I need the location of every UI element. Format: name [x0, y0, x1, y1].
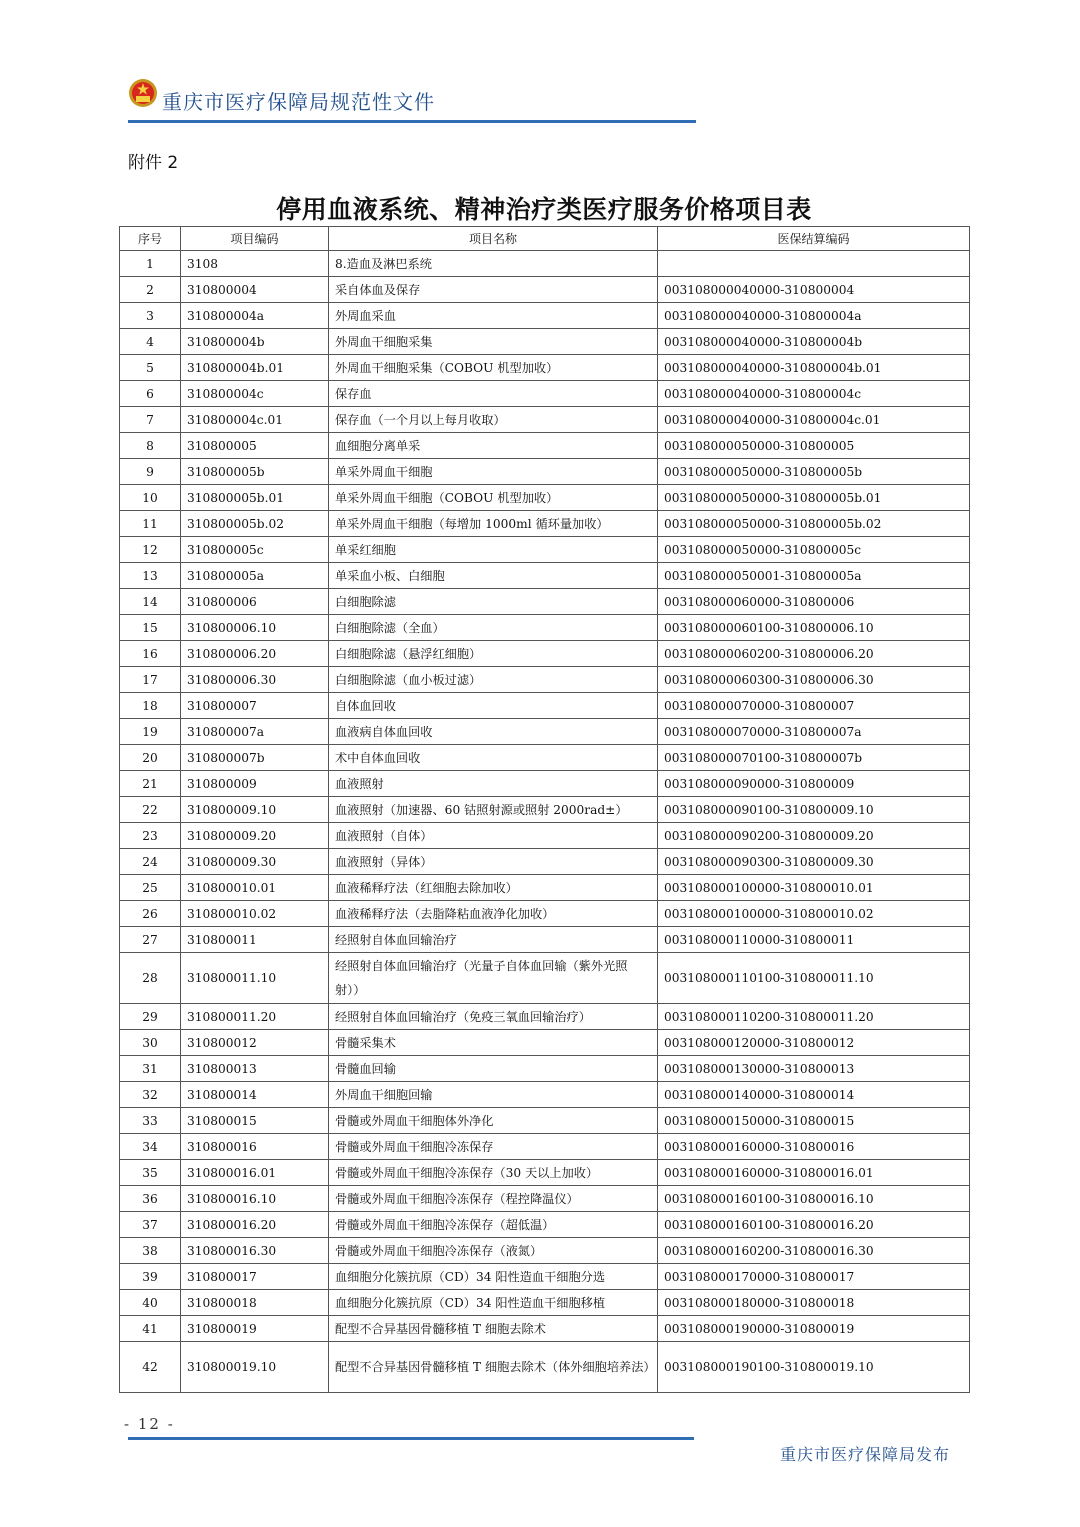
table-row: [120, 875, 970, 901]
table-row: [120, 823, 970, 849]
table-row: [120, 1134, 970, 1160]
cell-settlement-code: 003108000040000-310800004c.01: [658, 407, 970, 433]
cell-code: 310800005: [181, 433, 329, 459]
cell-code: 310800006.30: [181, 667, 329, 693]
table-row: [120, 745, 970, 771]
cell-code: 310800016.10: [181, 1186, 329, 1212]
table-row: [120, 1342, 970, 1393]
cell-name: 保存血（一个月以上每月收取）: [329, 407, 658, 433]
cell-settlement-code: 003108000050000-310800005b: [658, 459, 970, 485]
cell-settlement-code: 003108000040000-310800004a: [658, 303, 970, 329]
cell-name: 配型不合异基因骨髓移植 T 细胞去除术: [329, 1316, 658, 1342]
cell-name: 单采红细胞: [329, 537, 658, 563]
cell-code: 310800019.10: [181, 1342, 329, 1393]
cell-name: 血细胞分化簇抗原（CD）34 阳性造血干细胞分选: [329, 1264, 658, 1290]
cell-seq: 25: [120, 875, 181, 901]
cell-settlement-code: 003108000190000-310800019: [658, 1316, 970, 1342]
cell-settlement-code: 003108000070000-310800007a: [658, 719, 970, 745]
cell-code: 310800006.20: [181, 641, 329, 667]
cell-name: 骨髓或外周血干细胞冷冻保存: [329, 1134, 658, 1160]
price-table: [119, 226, 970, 1393]
table-row: [120, 589, 970, 615]
cell-seq: 5: [120, 355, 181, 381]
table-row: [120, 459, 970, 485]
cell-seq: 32: [120, 1082, 181, 1108]
table-row: [120, 1238, 970, 1264]
cell-code: 310800004a: [181, 303, 329, 329]
cell-settlement-code: 003108000040000-310800004c: [658, 381, 970, 407]
cell-code: 310800007a: [181, 719, 329, 745]
cell-name: 骨髓采集术: [329, 1030, 658, 1056]
publisher-label: 重庆市医疗保障局发布: [780, 1445, 951, 1464]
cell-seq: 8: [120, 433, 181, 459]
cell-settlement-code: 003108000090200-310800009.20: [658, 823, 970, 849]
attachment-label: 附件 2: [128, 153, 179, 173]
cell-name: 血液稀释疗法（去脂降粘血液净化加收）: [329, 901, 658, 927]
cell-code: 310800019: [181, 1316, 329, 1342]
cell-name: 骨髓或外周血干细胞冷冻保存（液氮）: [329, 1238, 658, 1264]
cell-code: 310800005c: [181, 537, 329, 563]
cell-code: 3108: [181, 251, 329, 277]
cell-code: 310800009.30: [181, 849, 329, 875]
cell-name: 保存血: [329, 381, 658, 407]
cell-seq: 11: [120, 511, 181, 537]
cell-seq: 17: [120, 667, 181, 693]
table-row: [120, 251, 970, 277]
cell-code: 310800004b: [181, 329, 329, 355]
cell-settlement-code: 003108000060000-310800006: [658, 589, 970, 615]
cell-code: 310800004c.01: [181, 407, 329, 433]
column-header-name: 项目名称: [329, 227, 658, 251]
table-row: [120, 485, 970, 511]
table-row: [120, 537, 970, 563]
cell-seq: 24: [120, 849, 181, 875]
cell-seq: 14: [120, 589, 181, 615]
cell-name: 血液稀释疗法（红细胞去除加收）: [329, 875, 658, 901]
cell-settlement-code: 003108000050000-310800005c: [658, 537, 970, 563]
cell-code: 310800009.10: [181, 797, 329, 823]
cell-seq: 1: [120, 251, 181, 277]
cell-name: 配型不合异基因骨髓移植 T 细胞去除术（体外细胞培养法）: [329, 1342, 658, 1393]
cell-code: 310800016.20: [181, 1212, 329, 1238]
table-row: [120, 1264, 970, 1290]
cell-name: 血液病自体血回收: [329, 719, 658, 745]
cell-seq: 34: [120, 1134, 181, 1160]
cell-seq: 19: [120, 719, 181, 745]
table-row: [120, 1056, 970, 1082]
table-row: [120, 563, 970, 589]
cell-seq: 35: [120, 1160, 181, 1186]
cell-code: 310800016: [181, 1134, 329, 1160]
cell-code: 310800004b.01: [181, 355, 329, 381]
cell-name: 外周血干细胞采集: [329, 329, 658, 355]
table-header-row: [120, 227, 970, 251]
header-title: 重庆市医疗保障局规范性文件: [162, 90, 435, 114]
cell-code: 310800010.01: [181, 875, 329, 901]
cell-code: 310800016.30: [181, 1238, 329, 1264]
cell-code: 310800005b.02: [181, 511, 329, 537]
cell-seq: 23: [120, 823, 181, 849]
document-header: [128, 76, 698, 126]
cell-seq: 13: [120, 563, 181, 589]
cell-name: 血细胞分化簇抗原（CD）34 阳性造血干细胞移植: [329, 1290, 658, 1316]
cell-code: 310800005a: [181, 563, 329, 589]
cell-name: 经照射自体血回输治疗: [329, 927, 658, 953]
cell-code: 310800015: [181, 1108, 329, 1134]
column-header-seq: 序号: [120, 227, 181, 251]
cell-name: 骨髓或外周血干细胞冷冻保存（超低温）: [329, 1212, 658, 1238]
cell-name: 血液照射（异体）: [329, 849, 658, 875]
cell-name: 血液照射（自体）: [329, 823, 658, 849]
cell-seq: 10: [120, 485, 181, 511]
table-row: [120, 1290, 970, 1316]
table-row: [120, 667, 970, 693]
cell-settlement-code: 003108000160000-310800016: [658, 1134, 970, 1160]
cell-name: 经照射自体血回输治疗（免疫三氧血回输治疗）: [329, 1004, 658, 1030]
table-row: [120, 1004, 970, 1030]
cell-seq: 21: [120, 771, 181, 797]
cell-name: 外周血采血: [329, 303, 658, 329]
cell-name: 白细胞除滤: [329, 589, 658, 615]
cell-settlement-code: 003108000110100-310800011.10: [658, 953, 970, 1004]
cell-settlement-code: 003108000110200-310800011.20: [658, 1004, 970, 1030]
cell-code: 310800007b: [181, 745, 329, 771]
cell-settlement-code: 003108000170000-310800017: [658, 1264, 970, 1290]
page-number: - 12 -: [124, 1415, 175, 1433]
cell-seq: 39: [120, 1264, 181, 1290]
cell-settlement-code: 003108000070000-310800007: [658, 693, 970, 719]
cell-settlement-code: 003108000090100-310800009.10: [658, 797, 970, 823]
cell-code: 310800016.01: [181, 1160, 329, 1186]
table-row: [120, 1108, 970, 1134]
cell-seq: 31: [120, 1056, 181, 1082]
cell-code: 310800006.10: [181, 615, 329, 641]
cell-settlement-code: 003108000050000-310800005: [658, 433, 970, 459]
cell-settlement-code: 003108000060100-310800006.10: [658, 615, 970, 641]
table-row: [120, 407, 970, 433]
cell-settlement-code: 003108000140000-310800014: [658, 1082, 970, 1108]
table-row: [120, 303, 970, 329]
cell-seq: 16: [120, 641, 181, 667]
cell-seq: 28: [120, 953, 181, 1004]
cell-settlement-code: 003108000050000-310800005b.02: [658, 511, 970, 537]
cell-name: 白细胞除滤（悬浮红细胞）: [329, 641, 658, 667]
cell-name: 外周血干细胞回输: [329, 1082, 658, 1108]
cell-settlement-code: 003108000160000-310800016.01: [658, 1160, 970, 1186]
table-row: [120, 1160, 970, 1186]
cell-name: 血细胞分离单采: [329, 433, 658, 459]
cell-settlement-code: [658, 251, 970, 277]
cell-seq: 15: [120, 615, 181, 641]
table-row: [120, 355, 970, 381]
column-header-code: 项目编码: [181, 227, 329, 251]
table-row: [120, 511, 970, 537]
table-row: [120, 615, 970, 641]
cell-seq: 40: [120, 1290, 181, 1316]
table-row: [120, 1212, 970, 1238]
table-row: [120, 433, 970, 459]
cell-code: 310800012: [181, 1030, 329, 1056]
cell-seq: 30: [120, 1030, 181, 1056]
footer-rule: [128, 1437, 694, 1440]
cell-code: 310800009: [181, 771, 329, 797]
cell-code: 310800013: [181, 1056, 329, 1082]
cell-settlement-code: 003108000160100-310800016.10: [658, 1186, 970, 1212]
cell-seq: 33: [120, 1108, 181, 1134]
cell-code: 310800018: [181, 1290, 329, 1316]
cell-name: 单采外周血干细胞: [329, 459, 658, 485]
table-row: [120, 1030, 970, 1056]
cell-seq: 2: [120, 277, 181, 303]
cell-code: 310800017: [181, 1264, 329, 1290]
cell-seq: 18: [120, 693, 181, 719]
cell-name: 骨髓或外周血干细胞冷冻保存（程控降温仪）: [329, 1186, 658, 1212]
cell-seq: 7: [120, 407, 181, 433]
cell-seq: 3: [120, 303, 181, 329]
cell-name: 血液照射（加速器、60 钴照射源或照射 2000rad±）: [329, 797, 658, 823]
cell-settlement-code: 003108000180000-310800018: [658, 1290, 970, 1316]
cell-seq: 6: [120, 381, 181, 407]
table-row: [120, 277, 970, 303]
table-body: [120, 251, 970, 1393]
cell-settlement-code: 003108000040000-310800004: [658, 277, 970, 303]
cell-name: 骨髓血回输: [329, 1056, 658, 1082]
table-row: [120, 693, 970, 719]
cell-code: 310800005b.01: [181, 485, 329, 511]
cell-seq: 4: [120, 329, 181, 355]
cell-seq: 36: [120, 1186, 181, 1212]
cell-name: 自体血回收: [329, 693, 658, 719]
cell-settlement-code: 003108000100000-310800010.02: [658, 901, 970, 927]
table-row: [120, 901, 970, 927]
cell-name: 单采外周血干细胞（COBOU 机型加收）: [329, 485, 658, 511]
cell-name: 采自体血及保存: [329, 277, 658, 303]
table-row: [120, 849, 970, 875]
cell-seq: 37: [120, 1212, 181, 1238]
cell-code: 310800006: [181, 589, 329, 615]
cell-code: 310800004: [181, 277, 329, 303]
cell-settlement-code: 003108000040000-310800004b.01: [658, 355, 970, 381]
cell-code: 310800011.20: [181, 1004, 329, 1030]
cell-settlement-code: 003108000050001-310800005a: [658, 563, 970, 589]
cell-settlement-code: 003108000160100-310800016.20: [658, 1212, 970, 1238]
header-rule: [128, 120, 696, 123]
table-row: [120, 927, 970, 953]
cell-seq: 26: [120, 901, 181, 927]
cell-seq: 38: [120, 1238, 181, 1264]
cell-settlement-code: 003108000070100-310800007b: [658, 745, 970, 771]
table-row: [120, 953, 970, 1004]
cell-name: 单采外周血干细胞（每增加 1000ml 循环量加收）: [329, 511, 658, 537]
table-row: [120, 771, 970, 797]
cell-settlement-code: 003108000040000-310800004b: [658, 329, 970, 355]
cell-code: 310800011: [181, 927, 329, 953]
cell-code: 310800005b: [181, 459, 329, 485]
cell-name: 8.造血及淋巴系统: [329, 251, 658, 277]
cell-seq: 20: [120, 745, 181, 771]
cell-code: 310800014: [181, 1082, 329, 1108]
document-title: 停用血液系统、精神治疗类医疗服务价格项目表: [276, 195, 812, 224]
cell-name: 骨髓或外周血干细胞冷冻保存（30 天以上加收）: [329, 1160, 658, 1186]
table-row: [120, 1316, 970, 1342]
cell-settlement-code: 003108000100000-310800010.01: [658, 875, 970, 901]
cell-code: 310800011.10: [181, 953, 329, 1004]
cell-name: 经照射自体血回输治疗（光量子自体血回输（紫外光照射））: [329, 953, 658, 1004]
cell-name: 单采血小板、白细胞: [329, 563, 658, 589]
national-emblem-icon: [128, 78, 158, 108]
table-row: [120, 719, 970, 745]
cell-seq: 29: [120, 1004, 181, 1030]
cell-code: 310800007: [181, 693, 329, 719]
cell-name: 白细胞除滤（血小板过滤）: [329, 667, 658, 693]
cell-code: 310800009.20: [181, 823, 329, 849]
cell-settlement-code: 003108000060300-310800006.30: [658, 667, 970, 693]
cell-seq: 41: [120, 1316, 181, 1342]
cell-settlement-code: 003108000190100-310800019.10: [658, 1342, 970, 1393]
cell-settlement-code: 003108000090300-310800009.30: [658, 849, 970, 875]
cell-seq: 42: [120, 1342, 181, 1393]
cell-seq: 9: [120, 459, 181, 485]
cell-name: 外周血干细胞采集（COBOU 机型加收）: [329, 355, 658, 381]
cell-seq: 12: [120, 537, 181, 563]
table-row: [120, 1186, 970, 1212]
cell-settlement-code: 003108000130000-310800013: [658, 1056, 970, 1082]
cell-name: 血液照射: [329, 771, 658, 797]
table-row: [120, 381, 970, 407]
cell-settlement-code: 003108000050000-310800005b.01: [658, 485, 970, 511]
cell-seq: 27: [120, 927, 181, 953]
cell-name: 骨髓或外周血干细胞体外净化: [329, 1108, 658, 1134]
cell-name: 白细胞除滤（全血）: [329, 615, 658, 641]
table-row: [120, 329, 970, 355]
column-header-settlement-code: 医保结算编码: [658, 227, 970, 251]
cell-settlement-code: 003108000060200-310800006.20: [658, 641, 970, 667]
cell-settlement-code: 003108000110000-310800011: [658, 927, 970, 953]
table-row: [120, 1082, 970, 1108]
cell-settlement-code: 003108000160200-310800016.30: [658, 1238, 970, 1264]
cell-settlement-code: 003108000120000-310800012: [658, 1030, 970, 1056]
cell-name: 术中自体血回收: [329, 745, 658, 771]
cell-settlement-code: 003108000090000-310800009: [658, 771, 970, 797]
cell-seq: 22: [120, 797, 181, 823]
table-row: [120, 797, 970, 823]
cell-settlement-code: 003108000150000-310800015: [658, 1108, 970, 1134]
table-row: [120, 641, 970, 667]
cell-code: 310800010.02: [181, 901, 329, 927]
cell-code: 310800004c: [181, 381, 329, 407]
